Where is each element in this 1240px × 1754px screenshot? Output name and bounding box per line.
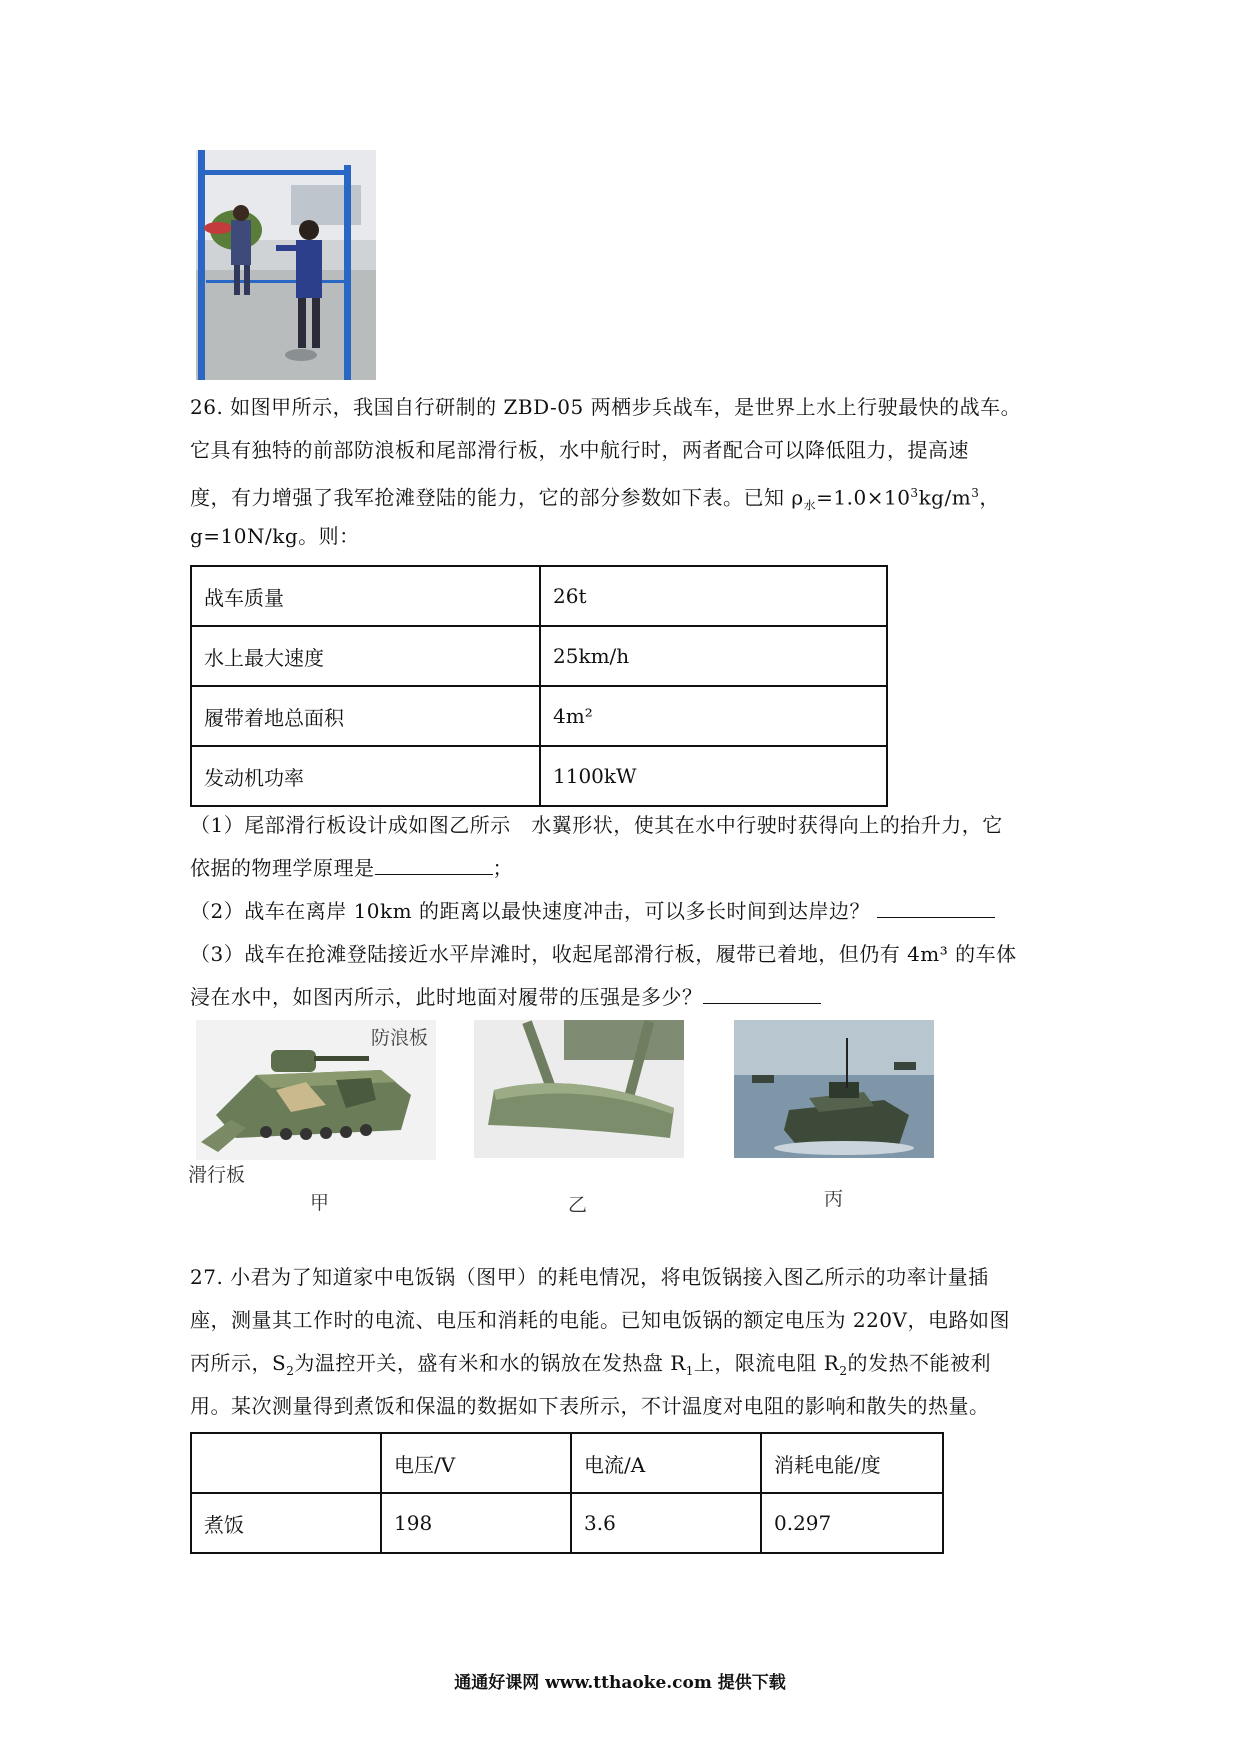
table-cell: 履带着地总面积	[191, 686, 540, 746]
table-cell: 煮饭	[191, 1493, 381, 1553]
caption-jia: 甲	[310, 1192, 330, 1214]
figure-jia-tank-model	[196, 1020, 436, 1160]
table-row	[191, 686, 887, 746]
table-cell: 198	[381, 1493, 571, 1553]
q27-line-2: 座，测量其工作时的电流、电压和消耗的电能。已知电饭锅的额定电压为 220V，电路如图	[190, 1308, 1010, 1332]
table-cell: 发动机功率	[191, 746, 540, 806]
answer-blank[interactable]	[375, 852, 493, 875]
table-cell: 3.6	[571, 1493, 761, 1553]
caption-bing: 丙	[824, 1188, 844, 1210]
table-row	[191, 626, 887, 686]
table-row	[191, 746, 887, 806]
table-header-cell	[191, 1433, 381, 1493]
q27-data-table	[190, 1432, 944, 1554]
q27-line-4: 用。某次测量得到煮饭和保温的数据如下表所示，不计温度对电阻的影响和散失的热量。	[190, 1394, 990, 1418]
q26-line-1: 26. 如图甲所示，我国自行研制的 ZBD-05 两栖步兵战车，是世界上水上行驶最快的战车。	[190, 395, 1022, 419]
answer-blank[interactable]	[703, 981, 821, 1004]
q26-sub2: （2）战车在离岸 10km 的距离以最快速度冲击，可以多长时间到达岸边？	[190, 890, 995, 933]
q26-line-4: g=10N/kg。则：	[190, 524, 360, 548]
label-bow-plate: 防浪板	[370, 1027, 428, 1049]
q26-line-2: 它具有独特的前部防浪板和尾部滑行板，水中航行时，两者配合可以降低阻力，提高速	[190, 438, 969, 462]
table-cell: 水上最大速度	[191, 626, 540, 686]
q27-line-1: 27. 小君为了知道家中电饭锅（图甲）的耗电情况，将电饭锅接入图乙所示的功率计量插	[190, 1265, 989, 1289]
page-footer: 通通好课网 www.tthaoke.com 提供下载	[454, 1673, 786, 1693]
table-header-cell: 电压/V	[381, 1433, 571, 1493]
figure-bing-tank-in-water	[734, 1020, 934, 1158]
label-skid-plate: 滑行板	[188, 1164, 246, 1186]
table-header-row	[191, 1433, 943, 1493]
table-cell: 0.297	[761, 1493, 943, 1553]
table-header-cell: 消耗电能/度	[761, 1433, 943, 1493]
table-cell: 4m²	[540, 686, 887, 746]
table-header-cell: 电流/A	[571, 1433, 761, 1493]
q26-sub1-line-2: 依据的物理学原理是 ；	[190, 847, 513, 890]
table-cell: 26t	[540, 566, 887, 626]
q26-line-3: 度，有力增强了我军抢滩登陆的能力，它的部分参数如下表。已知 $\rho_水=1.0\times 10^3kg/m^3$，	[190, 485, 1000, 513]
q27-line-3: 丙所示，$S_2$为温控开关，盛有米和水的锅放在发热盘 $R_1$上，限流电阻 $R_2$的发热不能被利	[190, 1351, 991, 1378]
table-row	[191, 566, 887, 626]
caption-yi: 乙	[568, 1194, 588, 1216]
table-row	[191, 1493, 943, 1553]
table-cell: 战车质量	[191, 566, 540, 626]
answer-blank[interactable]	[877, 895, 995, 918]
q26-sub1-line-1: （1）尾部滑行板设计成如图乙所示 水翼形状，使其在水中行驶时获得向上的抬升力，它	[190, 813, 1003, 837]
table-cell: 25km/h	[540, 626, 887, 686]
figure-yi-hydrofoil	[474, 1020, 684, 1158]
q26-sub3-line-2: 浸在水中，如图丙所示，此时地面对履带的压强是多少？	[190, 976, 821, 1019]
table-cell: 1100kW	[540, 746, 887, 806]
q26-parameter-table	[190, 565, 888, 807]
q26-sub3-line-1: （3）战车在抢滩登陆接近水平岸滩时，收起尾部滑行板，履带已着地，但仍有 4m³ 的车体	[190, 942, 1017, 966]
playground-photo	[196, 150, 376, 380]
